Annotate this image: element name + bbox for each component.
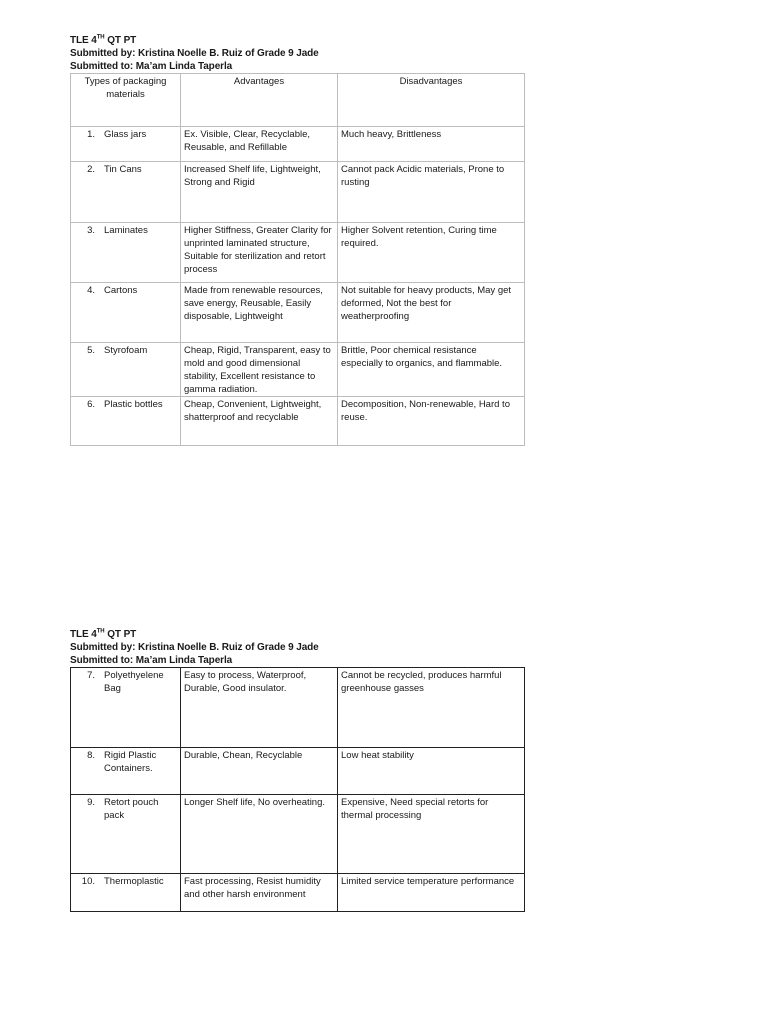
row-number: 10. <box>81 876 95 887</box>
table-row <box>71 748 525 795</box>
column-header-disadvantages: Disadvantages <box>338 74 525 127</box>
advantages-cell: Ex. Visible, Clear, Recyclable, Reusable, and Refillable <box>181 127 338 162</box>
type-cell <box>71 795 181 874</box>
advantages-cell: Fast processing, Resist humidity and other harsh environment <box>181 874 338 912</box>
submitted-to: Submitted to: Ma’am Linda Taperla <box>70 655 233 666</box>
material-type: Laminates <box>104 225 148 236</box>
table-row <box>71 397 525 446</box>
advantages-cell: Made from renewable resources, save energy, Reusable, Easily disposable, Lightweight <box>181 283 338 343</box>
column-header-type: Types of packaging materials <box>71 74 181 127</box>
material-type: Retort pouch pack <box>104 797 159 821</box>
table-row <box>71 283 525 343</box>
material-type: Plastic bottles <box>104 399 163 410</box>
disadvantages-cell: Not suitable for heavy products, May get deformed, Not the best for weatherproofing <box>338 283 525 343</box>
disadvantages-cell: Limited service temperature performance <box>338 874 525 912</box>
row-number: 2. <box>87 164 95 175</box>
type-cell <box>71 874 181 912</box>
row-number: 1. <box>87 129 95 140</box>
row-number: 3. <box>87 225 95 236</box>
type-cell <box>71 397 181 446</box>
submitted-by: Submitted by: Kristina Noelle B. Ruiz of Grade 9 Jade <box>70 48 319 59</box>
type-cell <box>71 223 181 283</box>
type-cell <box>71 343 181 397</box>
disadvantages-cell: Brittle, Poor chemical resistance especially to organics, and flammable. <box>338 343 525 397</box>
material-type: Rigid Plastic Containers. <box>104 750 157 774</box>
document-title: TLE 4TH QT PT <box>70 34 137 46</box>
table-row <box>71 874 525 912</box>
material-type: Styrofoam <box>104 345 148 356</box>
disadvantages-cell: Cannot be recycled, produces harmful greenhouse gasses <box>338 668 525 748</box>
column-header-advantages: Advantages <box>181 74 338 127</box>
advantages-cell: Cheap, Convenient, Lightweight, shatterproof and recyclable <box>181 397 338 446</box>
page-section-1 <box>70 34 525 446</box>
table-row <box>71 223 525 283</box>
advantages-cell: Easy to process, Waterproof, Durable, Good insulator. <box>181 668 338 748</box>
disadvantages-cell: Much heavy, Brittleness <box>338 127 525 162</box>
document-header <box>70 34 525 73</box>
material-type: Polyethyelene Bag <box>104 670 164 694</box>
row-number: 7. <box>87 670 95 681</box>
document-title: TLE 4TH QT PT <box>70 628 137 640</box>
advantages-cell: Higher Stiffness, Greater Clarity for unprinted laminated structure, Suitable for sterilization and retort process <box>181 223 338 283</box>
material-type: Thermoplastic <box>104 876 164 887</box>
disadvantages-cell: Low heat stability <box>338 748 525 795</box>
row-number: 5. <box>87 345 95 356</box>
disadvantages-cell: Higher Solvent retention, Curing time required. <box>338 223 525 283</box>
type-cell <box>71 748 181 795</box>
row-number: 6. <box>87 399 95 410</box>
advantages-cell: Longer Shelf life, No overheating. <box>181 795 338 874</box>
table-row <box>71 162 525 223</box>
table-row <box>71 127 525 162</box>
material-type: Glass jars <box>104 129 147 140</box>
row-number: 9. <box>87 797 95 808</box>
advantages-cell: Cheap, Rigid, Transparent, easy to mold and good dimensional stability, Excellent resistance to gamma radiation. <box>181 343 338 397</box>
row-number: 8. <box>87 750 95 761</box>
disadvantages-cell: Expensive, Need special retorts for thermal processing <box>338 795 525 874</box>
page-section-2 <box>70 628 525 912</box>
table-row <box>71 795 525 874</box>
type-cell <box>71 283 181 343</box>
table-row <box>71 668 525 748</box>
submitted-by: Submitted by: Kristina Noelle B. Ruiz of Grade 9 Jade <box>70 642 319 653</box>
submitted-to: Submitted to: Ma’am Linda Taperla <box>70 61 233 72</box>
type-cell <box>71 162 181 223</box>
material-type: Cartons <box>104 285 138 296</box>
advantages-cell: Increased Shelf life, Lightweight, Strong and Rigid <box>181 162 338 223</box>
type-cell <box>71 127 181 162</box>
disadvantages-cell: Decomposition, Non-renewable, Hard to reuse. <box>338 397 525 446</box>
advantages-cell: Durable, Chean, Recyclable <box>181 748 338 795</box>
packaging-table-1 <box>70 73 525 446</box>
document-header <box>70 628 525 667</box>
packaging-table-2 <box>70 667 525 912</box>
row-number: 4. <box>87 285 95 296</box>
type-cell <box>71 668 181 748</box>
material-type: Tin Cans <box>104 164 142 175</box>
table-header-row <box>71 74 525 127</box>
table-row <box>71 343 525 397</box>
disadvantages-cell: Cannot pack Acidic materials, Prone to rusting <box>338 162 525 223</box>
